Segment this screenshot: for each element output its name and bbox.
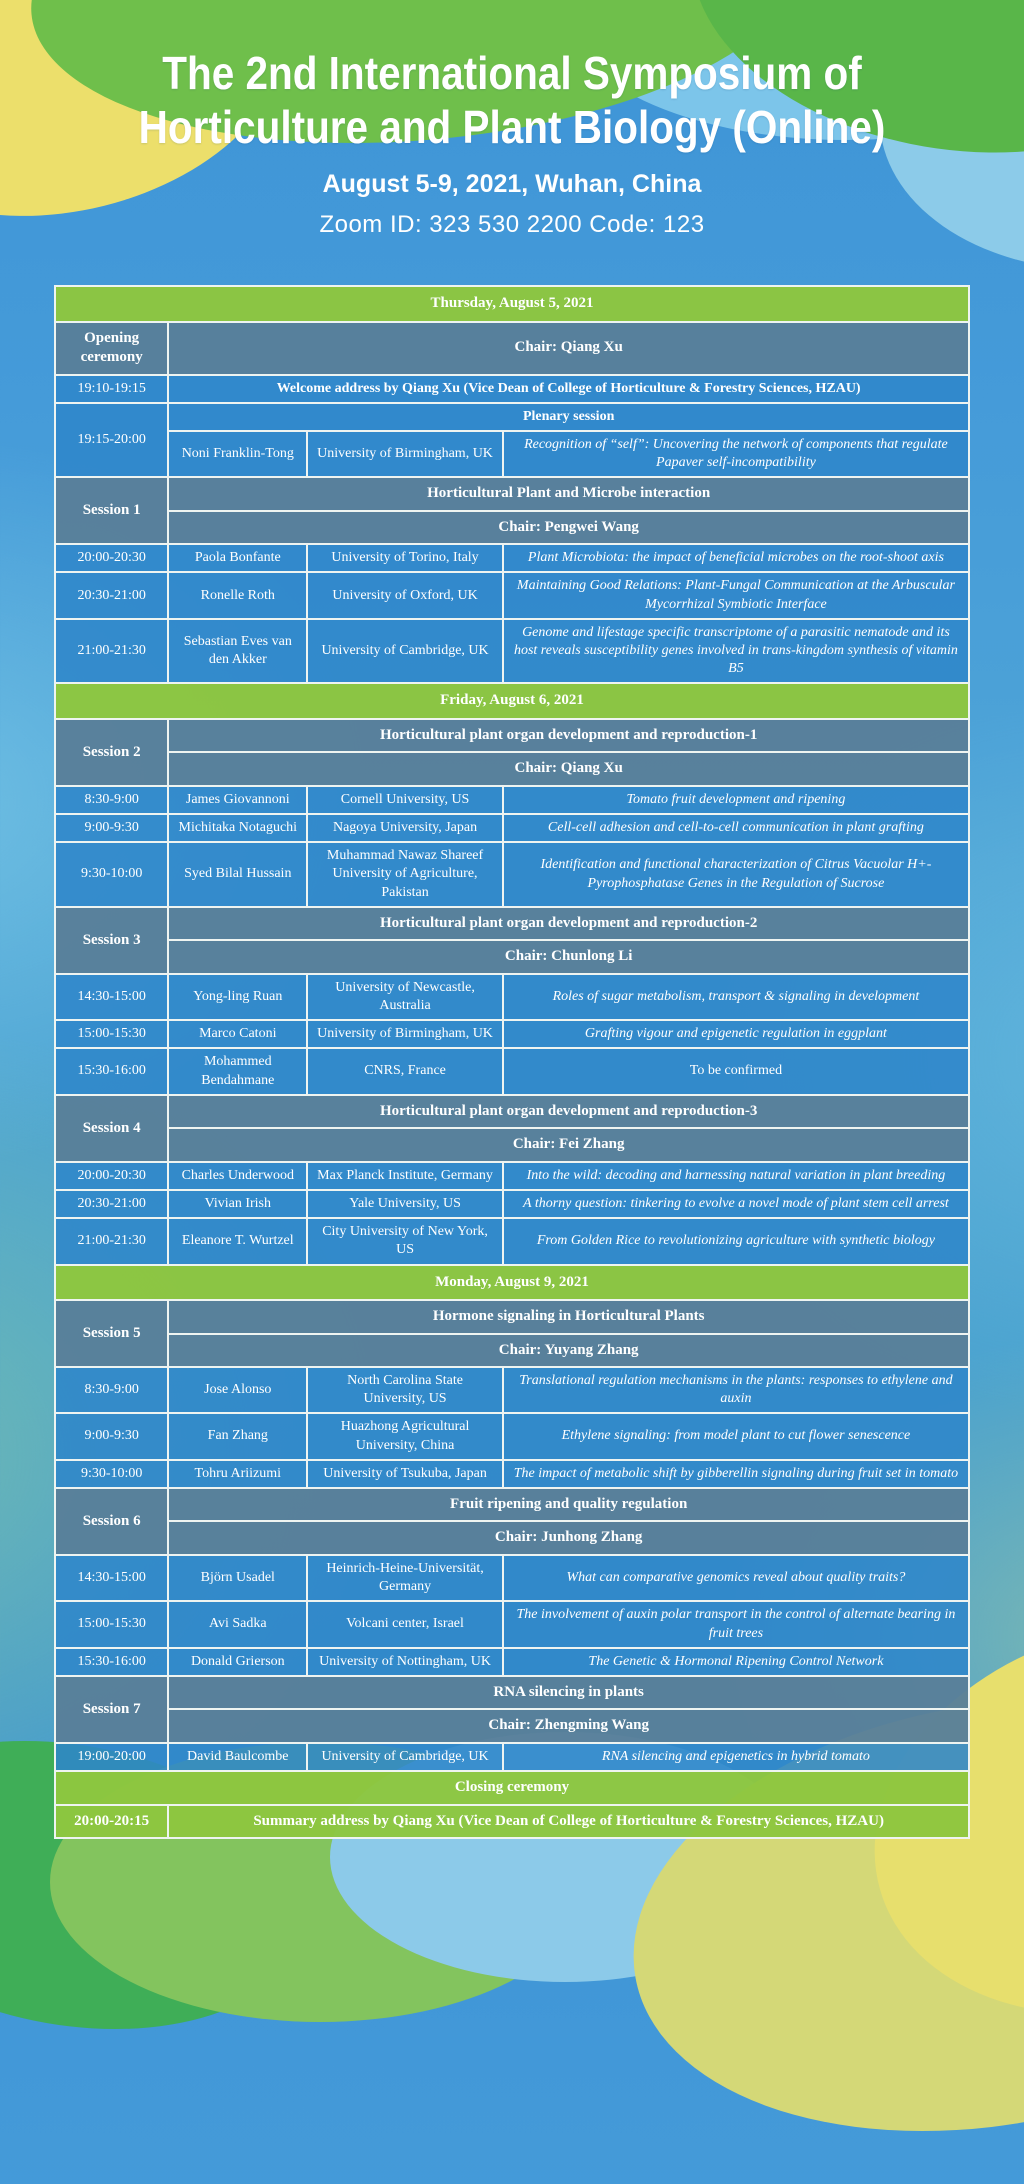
session-topic-row: [55, 1676, 969, 1710]
speaker-name: Mohammed Bendahmane: [168, 1048, 307, 1094]
session-label: Session 3: [55, 907, 168, 974]
talk-row: [55, 842, 969, 907]
time-cell: 9:00-9:30: [55, 814, 168, 842]
time-cell: 15:30-16:00: [55, 1048, 168, 1094]
closing-ceremony-label: Closing ceremony: [55, 1771, 969, 1805]
title-line-2: Horticulture and Plant Biology (Online): [138, 101, 886, 153]
speaker-name: Marco Catoni: [168, 1020, 307, 1048]
time-cell: 19:15-20:00: [55, 403, 168, 478]
time-cell: 20:30-21:00: [55, 1190, 168, 1218]
day-header: Monday, August 9, 2021: [55, 1265, 969, 1301]
session-chair-row: [55, 1128, 969, 1162]
time-cell: 14:30-15:00: [55, 974, 168, 1020]
time-cell: 19:00-20:00: [55, 1743, 168, 1771]
session-topic: Horticultural plant organ development and reproduction-2: [168, 907, 969, 941]
speaker-name: Yong-ling Ruan: [168, 974, 307, 1020]
speaker-name: Avi Sadka: [168, 1601, 307, 1647]
speaker-name: Fan Zhang: [168, 1413, 307, 1459]
opening-ceremony-row: [55, 322, 969, 375]
session-topic: Horticultural Plant and Microbe interaction: [168, 477, 969, 511]
speaker-affiliation: Huazhong Agricultural University, China: [307, 1413, 503, 1459]
time-cell: 21:00-21:30: [55, 619, 168, 684]
talk-row: [55, 1048, 969, 1094]
session-topic: Fruit ripening and quality regulation: [168, 1488, 969, 1522]
time-cell: 20:00-20:30: [55, 1162, 168, 1190]
speaker-name: Eleanore T. Wurtzel: [168, 1218, 307, 1264]
talk-title: Recognition of “self”: Uncovering the network of components that regulate Papaver self-incompatibility: [503, 431, 969, 477]
talk-title: Genome and lifestage specific transcriptome of a parasitic nematode and its host reveals susceptibility genes involved in trans-kingdom synthesis of vitamin B5: [503, 619, 969, 684]
speaker-name: Noni Franklin-Tong: [168, 431, 307, 477]
speaker-name: Björn Usadel: [168, 1555, 307, 1601]
talk-row: [55, 1743, 969, 1771]
talk-row: [55, 1601, 969, 1647]
speaker-name: Syed Bilal Hussain: [168, 842, 307, 907]
session-topic-row: [55, 1095, 969, 1129]
talk-row: [55, 786, 969, 814]
chair-label: Chair: Qiang Xu: [168, 752, 969, 786]
time-cell: 15:00-15:30: [55, 1020, 168, 1048]
date-location-subtitle: August 5-9, 2021, Wuhan, China: [322, 170, 702, 198]
talk-row: [55, 1190, 969, 1218]
speaker-name: Tohru Ariizumi: [168, 1460, 307, 1488]
talk-title: The involvement of auxin polar transport in the control of alternate bearing in fruit trees: [503, 1601, 969, 1647]
talk-title: A thorny question: tinkering to evolve a novel mode of plant stem cell arrest: [503, 1190, 969, 1218]
speaker-affiliation: Nagoya University, Japan: [307, 814, 503, 842]
plenary-header-row: [55, 403, 969, 431]
speaker-affiliation: University of Tsukuba, Japan: [307, 1460, 503, 1488]
title-line-1: The 2nd International Symposium of: [162, 47, 862, 99]
talk-title: Identification and functional characterization of Citrus Vacuolar H+-Pyrophosphatase Genes in the Regulation of Sucrose: [503, 842, 969, 907]
talk-row: [55, 1648, 969, 1676]
plenary-session-label: Plenary session: [168, 403, 969, 431]
speaker-name: James Giovannoni: [168, 786, 307, 814]
day-header-row: [55, 1265, 969, 1301]
talk-title: From Golden Rice to revolutionizing agriculture with synthetic biology: [503, 1218, 969, 1264]
session-topic-row: [55, 907, 969, 941]
day-header: Friday, August 6, 2021: [55, 683, 969, 719]
talk-row: [55, 1555, 969, 1601]
speaker-affiliation: City University of New York, US: [307, 1218, 503, 1264]
time-cell: 9:30-10:00: [55, 1460, 168, 1488]
session-chair-row: [55, 940, 969, 974]
talk-title: Plant Microbiota: the impact of beneficial microbes on the root-shoot axis: [503, 544, 969, 572]
talk-row: [55, 1413, 969, 1459]
session-label: Session 2: [55, 719, 168, 786]
session-topic: RNA silencing in plants: [168, 1676, 969, 1710]
speaker-name: Ronelle Roth: [168, 572, 307, 618]
speaker-affiliation: University of Torino, Italy: [307, 544, 503, 572]
speaker-affiliation: North Carolina State University, US: [307, 1367, 503, 1413]
chair-label: Chair: Zhengming Wang: [168, 1709, 969, 1743]
talk-row: [55, 1218, 969, 1264]
talk-row: [55, 974, 969, 1020]
time-cell: 14:30-15:00: [55, 1555, 168, 1601]
talk-title: Ethylene signaling: from model plant to cut flower senescence: [503, 1413, 969, 1459]
time-cell: 9:00-9:30: [55, 1413, 168, 1459]
speaker-name: Paola Bonfante: [168, 544, 307, 572]
talk-title: To be confirmed: [503, 1048, 969, 1094]
schedule-body: [55, 286, 969, 1838]
chair-label: Chair: Pengwei Wang: [168, 511, 969, 545]
talk-row: [55, 1367, 969, 1413]
talk-row: [55, 1162, 969, 1190]
talk-title: What can comparative genomics reveal about quality traits?: [503, 1555, 969, 1601]
plenary-talk-row: [55, 431, 969, 477]
session-chair-row: [55, 752, 969, 786]
welcome-row: [55, 375, 969, 403]
speaker-affiliation: Volcani center, Israel: [307, 1601, 503, 1647]
session-topic-row: [55, 1488, 969, 1522]
speaker-name: Charles Underwood: [168, 1162, 307, 1190]
speaker-affiliation: University of Birmingham, UK: [307, 431, 503, 477]
speaker-affiliation: University of Oxford, UK: [307, 572, 503, 618]
chair-label: Chair: Chunlong Li: [168, 940, 969, 974]
summary-row: [55, 1805, 969, 1839]
speaker-affiliation: Max Planck Institute, Germany: [307, 1162, 503, 1190]
session-topic: Horticultural plant organ development and reproduction-1: [168, 719, 969, 753]
talk-title: Grafting vigour and epigenetic regulation in eggplant: [503, 1020, 969, 1048]
speaker-affiliation: Muhammad Nawaz Shareef University of Agriculture, Pakistan: [307, 842, 503, 907]
speaker-affiliation: Heinrich-Heine-Universität, Germany: [307, 1555, 503, 1601]
talk-title: RNA silencing and epigenetics in hybrid tomato: [503, 1743, 969, 1771]
session-label: Session 1: [55, 477, 168, 544]
chair-label: Chair: Qiang Xu: [168, 322, 969, 375]
talk-row: [55, 544, 969, 572]
time-cell: 15:00-15:30: [55, 1601, 168, 1647]
time-cell: 15:30-16:00: [55, 1648, 168, 1676]
schedule-table: [54, 285, 970, 1839]
day-header-row: [55, 683, 969, 719]
session-topic-row: [55, 1300, 969, 1334]
session-label: Session 7: [55, 1676, 168, 1743]
poster-header: [0, 46, 1024, 239]
speaker-name: Donald Grierson: [168, 1648, 307, 1676]
talk-title: Translational regulation mechanisms in the plants: responses to ethylene and auxin: [503, 1367, 969, 1413]
talk-title: Into the wild: decoding and harnessing natural variation in plant breeding: [503, 1162, 969, 1190]
speaker-name: Michitaka Notaguchi: [168, 814, 307, 842]
speaker-affiliation: University of Cambridge, UK: [307, 1743, 503, 1771]
session-topic: Hormone signaling in Horticultural Plants: [168, 1300, 969, 1334]
speaker-affiliation: CNRS, France: [307, 1048, 503, 1094]
session-topic: Horticultural plant organ development and reproduction-3: [168, 1095, 969, 1129]
day-header: Thursday, August 5, 2021: [55, 286, 969, 322]
speaker-affiliation: University of Nottingham, UK: [307, 1648, 503, 1676]
closing-ceremony-row: [55, 1771, 969, 1805]
schedule-table-wrap: [54, 285, 970, 1839]
session-label: Session 6: [55, 1488, 168, 1555]
talk-row: [55, 1020, 969, 1048]
summary-address: Summary address by Qiang Xu (Vice Dean of College of Horticulture & Forestry Sciences, HZAU): [168, 1805, 969, 1839]
welcome-address: Welcome address by Qiang Xu (Vice Dean of College of Horticulture & Forestry Sciences, HZAU): [168, 375, 969, 403]
time-cell: 20:00-20:15: [55, 1805, 168, 1839]
session-chair-row: [55, 1334, 969, 1368]
opening-label: Opening ceremony: [55, 322, 168, 375]
session-label: Session 4: [55, 1095, 168, 1162]
day-header-row: [55, 286, 969, 322]
speaker-name: Vivian Irish: [168, 1190, 307, 1218]
symposium-title: [61, 46, 962, 154]
session-chair-row: [55, 511, 969, 545]
talk-row: [55, 572, 969, 618]
talk-title: The Genetic & Hormonal Ripening Control Network: [503, 1648, 969, 1676]
chair-label: Chair: Yuyang Zhang: [168, 1334, 969, 1368]
zoom-id-line: Zoom ID: 323 530 2200 Code: 123: [319, 211, 705, 238]
time-cell: 8:30-9:00: [55, 786, 168, 814]
time-cell: 9:30-10:00: [55, 842, 168, 907]
time-cell: 19:10-19:15: [55, 375, 168, 403]
speaker-affiliation: Cornell University, US: [307, 786, 503, 814]
speaker-name: Jose Alonso: [168, 1367, 307, 1413]
speaker-affiliation: University of Newcastle, Australia: [307, 974, 503, 1020]
talk-title: Cell-cell adhesion and cell-to-cell communication in plant grafting: [503, 814, 969, 842]
session-topic-row: [55, 477, 969, 511]
chair-label: Chair: Junhong Zhang: [168, 1521, 969, 1555]
session-chair-row: [55, 1521, 969, 1555]
talk-row: [55, 1460, 969, 1488]
session-chair-row: [55, 1709, 969, 1743]
speaker-name: David Baulcombe: [168, 1743, 307, 1771]
session-label: Session 5: [55, 1300, 168, 1367]
talk-title: The impact of metabolic shift by gibberellin signaling during fruit set in tomato: [503, 1460, 969, 1488]
speaker-affiliation: University of Cambridge, UK: [307, 619, 503, 684]
talk-title: Roles of sugar metabolism, transport & signaling in development: [503, 974, 969, 1020]
time-cell: 8:30-9:00: [55, 1367, 168, 1413]
time-cell: 20:00-20:30: [55, 544, 168, 572]
talk-title: Tomato fruit development and ripening: [503, 786, 969, 814]
time-cell: 20:30-21:00: [55, 572, 168, 618]
speaker-affiliation: Yale University, US: [307, 1190, 503, 1218]
speaker-affiliation: University of Birmingham, UK: [307, 1020, 503, 1048]
speaker-name: Sebastian Eves van den Akker: [168, 619, 307, 684]
talk-title: Maintaining Good Relations: Plant-Fungal Communication at the Arbuscular Mycorrhizal Symbiotic Interface: [503, 572, 969, 618]
session-topic-row: [55, 719, 969, 753]
time-cell: 21:00-21:30: [55, 1218, 168, 1264]
chair-label: Chair: Fei Zhang: [168, 1128, 969, 1162]
talk-row: [55, 814, 969, 842]
talk-row: [55, 619, 969, 684]
